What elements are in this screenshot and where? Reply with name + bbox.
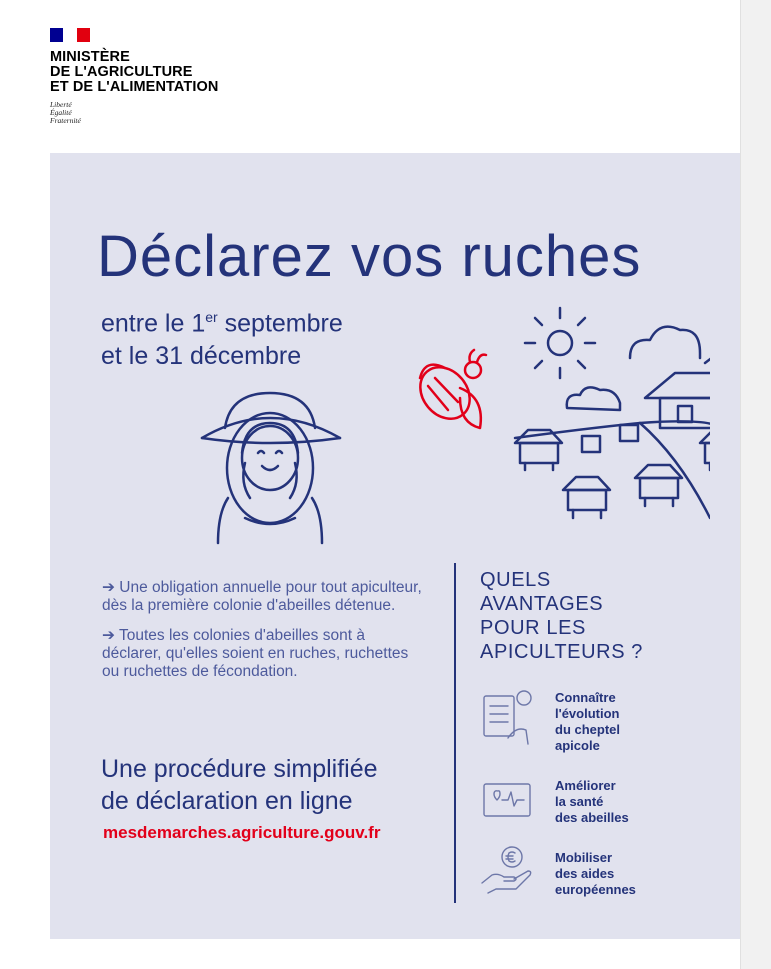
advantages-title-line-4: APICULTEURS ? (480, 641, 644, 663)
dates-suffix: septembre (217, 309, 343, 338)
cloud-icon (630, 327, 700, 358)
advantage-3-line-2: des aides (555, 866, 615, 881)
advantages-title (480, 568, 643, 664)
ministry-line-3: ET DE L'ALIMENTATION (50, 79, 219, 95)
beekeeper-icon (202, 393, 340, 543)
advantage-3-line-1: Mobiliser (555, 850, 613, 865)
advantage-1-line-2: l'évolution (555, 706, 620, 721)
euro-hand-icon (478, 843, 538, 897)
republic-motto (50, 101, 218, 125)
advantage-item-1 (555, 690, 620, 754)
beekeeper-illustration (190, 298, 710, 558)
declaration-link[interactable]: mesdemarches.agriculture.gouv.fr (103, 823, 381, 842)
advantage-item-3 (555, 850, 636, 898)
ministry-line-2: DE L'AGRICULTURE (50, 64, 193, 80)
ministry-line-1: MINISTÈRE (50, 49, 130, 65)
obligation-list (102, 579, 422, 693)
advantages-title-line-3: POUR LES (480, 617, 586, 639)
advantage-2-line-1: Améliorer (555, 778, 616, 793)
bee-icon (410, 350, 486, 429)
scrollbar[interactable] (740, 0, 771, 969)
form-check-icon (478, 686, 538, 748)
advantages-title-line-2: AVANTAGES (480, 593, 604, 615)
ministry-header (50, 28, 218, 125)
french-flag-icon (50, 28, 90, 42)
advantage-1-line-4: apicole (555, 738, 600, 753)
advantage-2-line-3: des abeilles (555, 810, 629, 825)
advantages-title-line-1: QUELS (480, 569, 551, 591)
advantage-2-line-2: la santé (555, 794, 604, 809)
sun-icon (525, 308, 595, 378)
motto-liberte: Liberté (50, 100, 72, 109)
obligation-item-1: ➔ Une obligation annuelle pour tout apiculteur, dès la première colonie d'abeilles détenue. (102, 579, 422, 614)
house-icon (645, 353, 710, 428)
dates-prefix: entre le 1 (101, 309, 206, 338)
advantage-item-2 (555, 778, 629, 826)
ministry-name (50, 50, 218, 95)
motto-fraternite: Fraternité (50, 116, 81, 125)
procedure-heading (101, 753, 378, 817)
advantage-1-line-3: du cheptel (555, 722, 621, 737)
procedure-line-1: Une procédure simplifiée (101, 755, 378, 783)
motto-egalite: Égalité (50, 108, 72, 117)
obligation-item-2: ➔ Toutes les colonies d'abeilles sont à déclarer, qu'elles soient en ruches, ruchettes ou ruchettes de fécondation. (102, 627, 409, 680)
advantage-1-line-1: Connaître (555, 690, 616, 705)
poster-title: Déclarez vos ruches (97, 224, 642, 289)
advantage-3-line-3: européennes (555, 882, 636, 897)
cloud-icon-small (567, 387, 620, 410)
beehive-icon (515, 425, 710, 518)
dates-line-2: et le 31 décembre (101, 342, 302, 371)
dates-sup: er (205, 309, 218, 325)
poster-panel (50, 153, 740, 939)
monitor-heart-icon (478, 778, 538, 824)
column-divider (454, 563, 456, 903)
procedure-line-2: de déclaration en ligne (101, 787, 353, 815)
